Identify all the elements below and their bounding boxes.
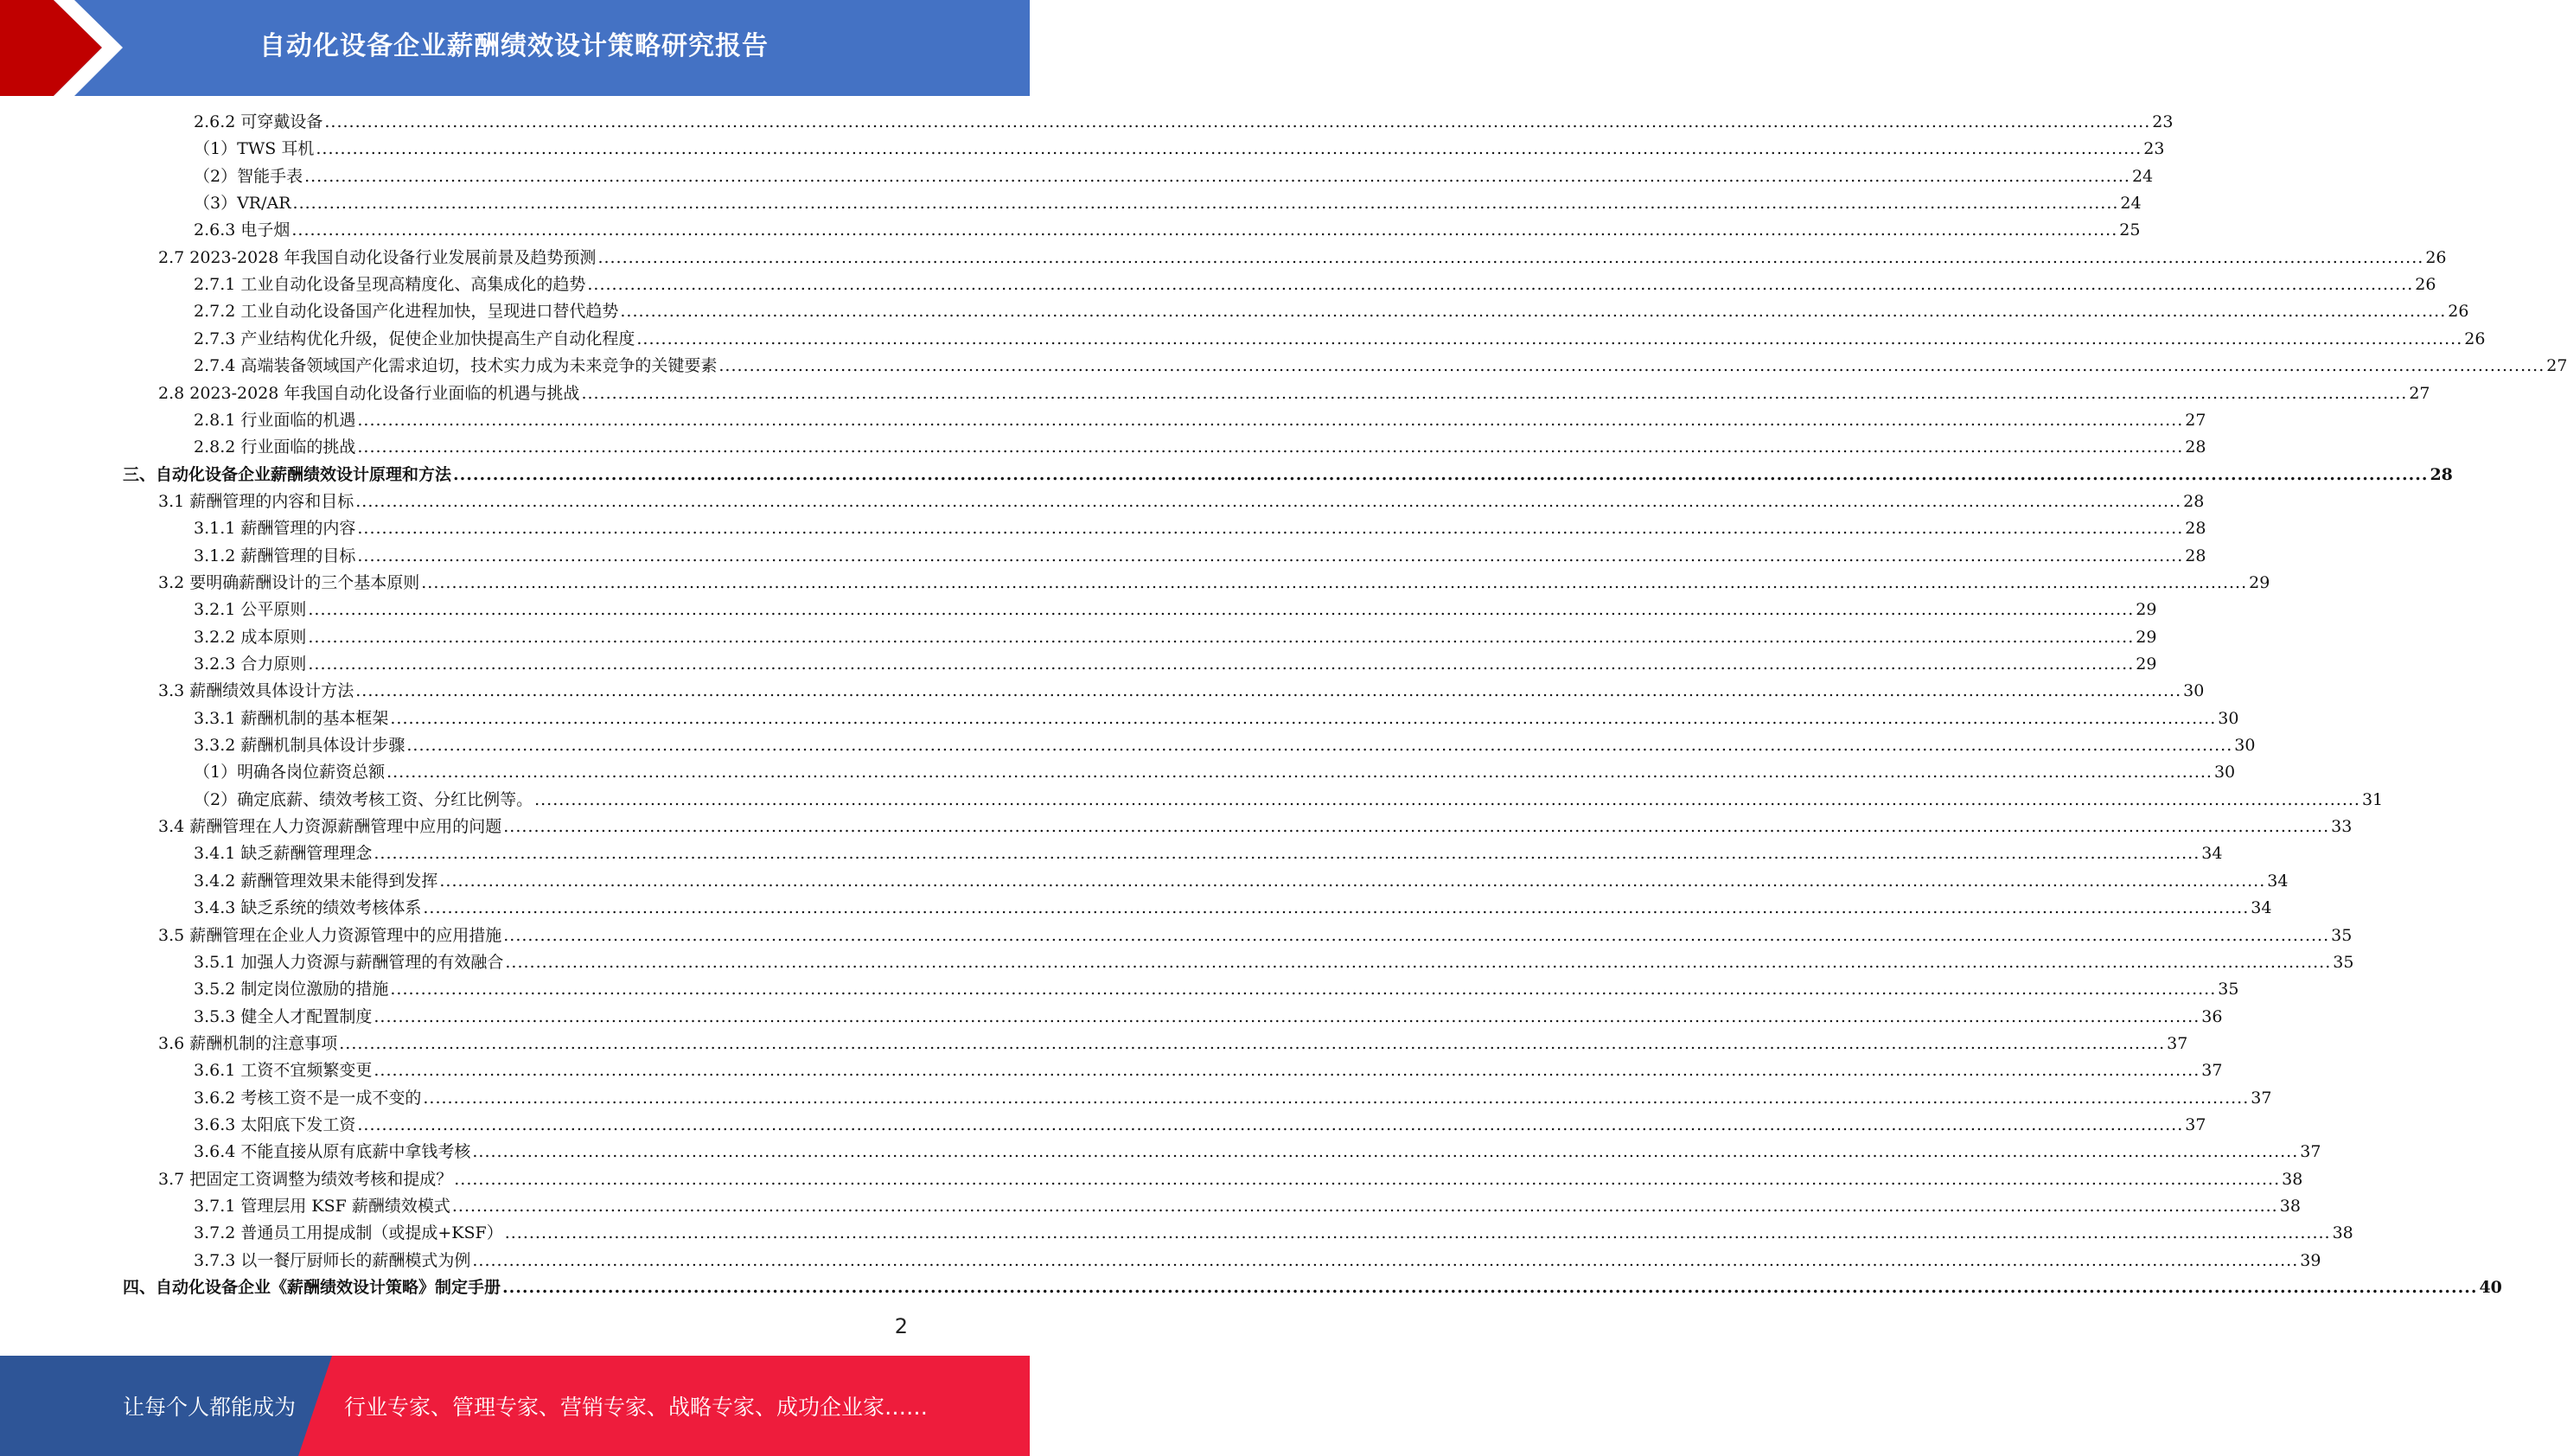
toc-entry-label: 2.7.1 工业自动化设备呈现高精度化、高集成化的趋势: [194, 275, 586, 295]
footer-slogan-right: 行业专家、管理专家、营销专家、战略专家、成功企业家……: [344, 1395, 929, 1420]
toc-entry[interactable]: [123, 1275, 2502, 1300]
toc-leader-dots: ............................................................................................................................................................................................................................................................................................................: [308, 627, 2135, 647]
toc-entry-page: 24: [2131, 166, 2154, 186]
toc-entry-label: 3.7 把固定工资调整为绩效考核和提成？: [158, 1169, 453, 1189]
toc-entry-page: 35: [2331, 925, 2353, 945]
toc-entry-page: 29: [2136, 627, 2157, 647]
toc-entry-label: 3.5 薪酬管理在企业人力资源管理中的应用措施: [158, 925, 502, 945]
toc-entry[interactable]: [194, 950, 2354, 974]
toc-entry[interactable]: [194, 191, 2142, 215]
toc-entry[interactable]: [194, 1058, 2223, 1082]
toc-entry[interactable]: [194, 299, 2469, 323]
toc-leader-dots: ............................................................................................................................................................................................................................................................................................................: [374, 1061, 2200, 1081]
toc-entry[interactable]: [194, 1140, 2321, 1164]
toc-entry[interactable]: [158, 679, 2205, 703]
toc-leader-dots: ............................................................................................................................................................................................................................................................................................................: [472, 1250, 2299, 1270]
footer-slogan-left: 让每个人都能成为: [123, 1395, 297, 1420]
toc-entry-page: 23: [2143, 139, 2165, 159]
toc-leader-dots: ............................................................................................................................................................................................................................................................................................................: [504, 1223, 2331, 1243]
toc-entry[interactable]: [194, 354, 2567, 378]
toc-entry-label: 3.5.3 健全人才配置制度: [194, 1006, 373, 1026]
toc-entry[interactable]: [194, 516, 2206, 540]
toc-entry-page: 37: [2185, 1114, 2206, 1134]
toc-entry-label: 3.5.2 制定岗位激励的措施: [194, 980, 389, 999]
toc-leader-dots: ............................................................................................................................................................................................................................................................................................................: [357, 519, 2184, 539]
toc-leader-dots: ............................................................................................................................................................................................................................................................................................................: [597, 247, 2424, 267]
toc-entry[interactable]: [194, 408, 2206, 432]
toc-entry-page: 34: [2267, 871, 2289, 891]
toc-entry-page: 38: [2332, 1223, 2353, 1243]
toc-entry-label: （1）明确各岗位薪资总额: [194, 763, 386, 782]
toc-entry-label: 3.3 薪酬绩效具体设计方法: [158, 681, 354, 701]
toc-leader-dots: ............................................................................................................................................................................................................................................................................................................: [292, 194, 2119, 214]
toc-entry[interactable]: [123, 463, 2453, 487]
toc-entry[interactable]: [194, 625, 2157, 649]
toc-entry-page: 28: [2185, 519, 2206, 539]
toc-entry-label: 3.5.1 加强人力资源与薪酬管理的有效融合: [194, 952, 504, 972]
toc-leader-dots: ............................................................................................................................................................................................................................................................................................................: [308, 655, 2135, 674]
toc-leader-dots: ............................................................................................................................................................................................................................................................................................................: [316, 139, 2142, 159]
toc-leader-dots: ............................................................................................................................................................................................................................................................................................................: [423, 898, 2250, 918]
toc-leader-dots: ............................................................................................................................................................................................................................................................................................................: [374, 844, 2200, 864]
toc-leader-dots: ............................................................................................................................................................................................................................................................................................................: [587, 275, 2414, 295]
toc-leader-dots: ............................................................................................................................................................................................................................................................................................................: [503, 925, 2330, 945]
page-footer: [0, 1356, 1030, 1456]
toc-entry-label: 2.7 2023-2028 年我国自动化设备行业发展前景及趋势预测: [158, 247, 597, 267]
toc-entry-page: 39: [2300, 1250, 2321, 1270]
toc-entry-label: 3.4 薪酬管理在人力资源薪酬管理中应用的问题: [158, 817, 502, 837]
toc-entry[interactable]: [194, 652, 2157, 676]
toc-entry-label: 2.7.2 工业自动化设备国产化进程加快，呈现进口替代趋势: [194, 302, 619, 322]
toc-entry-page: 37: [2167, 1033, 2188, 1053]
toc-entry-page: 28: [2185, 437, 2206, 457]
toc-entry-page: 34: [2251, 898, 2272, 918]
toc-entry-page: 24: [2120, 194, 2142, 214]
toc-entry-label: 3.7.1 管理层用 KSF 薪酬绩效模式: [194, 1197, 450, 1216]
toc-entry-label: 2.8 2023-2028 年我国自动化设备行业面临的机遇与挑战: [158, 383, 580, 403]
toc-entry-label: 2.8.2 行业面临的挑战: [194, 437, 356, 457]
toc-entry-label: 2.6.3 电子烟: [194, 220, 291, 240]
toc-entry-label: （2）智能手表: [194, 166, 303, 186]
toc-entry-page: 26: [2425, 247, 2447, 267]
toc-entry-label: 3.6.2 考核工资不是一成不变的: [194, 1088, 422, 1108]
toc-leader-dots: ............................................................................................................................................................................................................................................................................................................: [718, 356, 2545, 376]
toc-entry[interactable]: [194, 1086, 2272, 1110]
toc-entry-label: 3.6 薪酬机制的注意事项: [158, 1033, 338, 1053]
toc-entry-label: 2.8.1 行业面临的机遇: [194, 410, 356, 430]
toc-entry-page: 28: [2183, 491, 2205, 511]
toc-entry-label: （3）VR/AR: [194, 194, 291, 214]
toc-entry-page: 34: [2201, 844, 2223, 864]
toc-entry[interactable]: [158, 571, 2270, 595]
toc-leader-dots: ............................................................................................................................................................................................................................................................................................................: [308, 600, 2135, 620]
toc-entry-page: 31: [2361, 789, 2384, 809]
toc-entry-page: 28: [2430, 464, 2453, 484]
toc-leader-dots: ............................................................................................................................................................................................................................................................................................................: [581, 383, 2408, 403]
toc-entry-page: 38: [2282, 1169, 2303, 1189]
toc-leader-dots: ............................................................................................................................................................................................................................................................................................................: [339, 1033, 2166, 1053]
toc-entry[interactable]: [194, 788, 2384, 812]
toc-entry[interactable]: [194, 164, 2154, 188]
toc-entry-page: 29: [2136, 600, 2157, 620]
toc-leader-dots: ............................................................................................................................................................................................................................................................................................................: [304, 166, 2130, 186]
toc-entry[interactable]: [194, 137, 2165, 161]
toc-entry-label: 3.7.3 以一餐厅厨师长的薪酬模式为例: [194, 1250, 471, 1270]
toc-entry-page: 30: [2183, 681, 2205, 701]
toc-entry-label: 3.2 要明确薪酬设计的三个基本原则: [158, 572, 420, 592]
toc-entry-label: 3.2.2 成本原则: [194, 627, 307, 647]
toc-entry-page: 40: [2479, 1278, 2502, 1298]
toc-entry-page: 33: [2331, 817, 2353, 837]
toc-entry-page: 36: [2201, 1006, 2223, 1026]
toc-entry-page: 27: [2546, 356, 2567, 376]
toc-entry-label: 2.6.2 可穿戴设备: [194, 112, 323, 131]
toc-entry[interactable]: [194, 841, 2223, 865]
toc-leader-dots: ............................................................................................................................................................................................................................................................................................................: [355, 491, 2182, 511]
toc-leader-dots: ............................................................................................................................................................................................................................................................................................................: [423, 1088, 2250, 1108]
toc-entry[interactable]: [158, 381, 2430, 406]
toc-entry-page: 30: [2218, 708, 2239, 728]
toc-leader-dots: ............................................................................................................................................................................................................................................................................................................: [291, 220, 2118, 240]
toc-entry[interactable]: [194, 869, 2289, 893]
toc-entry[interactable]: [194, 435, 2206, 459]
toc-entry[interactable]: [194, 1005, 2223, 1029]
toc-leader-dots: ............................................................................................................................................................................................................................................................................................................: [454, 1169, 2281, 1189]
toc-entry[interactable]: [194, 327, 2486, 351]
toc-leader-dots: ............................................................................................................................................................................................................................................................................................................: [534, 789, 2360, 809]
toc-entry-page: 38: [2279, 1197, 2301, 1216]
toc-leader-dots: ............................................................................................................................................................................................................................................................................................................: [406, 736, 2233, 756]
toc-entry-page: 30: [2213, 763, 2236, 782]
toc-entry[interactable]: [194, 1248, 2321, 1273]
toc-entry[interactable]: [158, 814, 2353, 839]
toc-leader-dots: ............................................................................................................................................................................................................................................................................................................: [503, 817, 2330, 837]
toc-entry-page: 23: [2152, 112, 2174, 131]
toc-entry[interactable]: [194, 706, 2239, 731]
report-title: 自动化设备企业薪酬绩效设计策略研究报告: [259, 31, 769, 61]
toc-entry-label: 3.4.3 缺乏系统的绩效考核体系: [194, 898, 422, 918]
toc-entry-label: 3.3.2 薪酬机制具体设计步骤: [194, 736, 405, 756]
toc-leader-dots: ............................................................................................................................................................................................................................................................................................................: [421, 572, 2248, 592]
toc-entry-label: 3.3.1 薪酬机制的基本框架: [194, 708, 389, 728]
toc-entry-page: 29: [2136, 655, 2157, 674]
toc-entry-label: 三、自动化设备企业薪酬绩效设计原理和方法: [123, 464, 452, 484]
toc-leader-dots: ............................................................................................................................................................................................................................................................................................................: [620, 302, 2447, 322]
toc-leader-dots: ............................................................................................................................................................................................................................................................................................................: [357, 546, 2184, 565]
toc-entry-page: 35: [2218, 980, 2239, 999]
toc-entry-label: 四、自动化设备企业《薪酬绩效设计策略》制定手册: [123, 1278, 501, 1298]
toc-entry[interactable]: [158, 489, 2205, 514]
toc-entry[interactable]: [158, 246, 2447, 270]
toc-entry[interactable]: [194, 977, 2239, 1001]
toc-entry[interactable]: [158, 1031, 2188, 1056]
toc-entry[interactable]: [194, 896, 2272, 920]
header-arrow-decoration: [0, 0, 138, 96]
toc-entry-label: 3.1.1 薪酬管理的内容: [194, 519, 356, 539]
toc-entry[interactable]: [194, 544, 2206, 568]
toc-leader-dots: ............................................................................................................................................................................................................................................................................................................: [390, 708, 2217, 728]
toc-entry[interactable]: [194, 760, 2236, 784]
toc-leader-dots: ............................................................................................................................................................................................................................................................................................................: [453, 464, 2429, 484]
page-header: [0, 0, 1030, 96]
toc-entry-page: 27: [2409, 383, 2430, 403]
toc-entry-page: 29: [2249, 572, 2270, 592]
toc-entry[interactable]: [194, 1194, 2301, 1218]
toc-entry-label: 3.6.4 不能直接从原有底薪中拿钱考核: [194, 1142, 471, 1162]
toc-entry-label: （2）确定底薪、绩效考核工资、分红比例等。: [194, 789, 533, 809]
toc-entry[interactable]: [194, 110, 2174, 134]
toc-entry-page: 27: [2185, 410, 2206, 430]
toc-entry-label: 3.2.3 合力原则: [194, 655, 307, 674]
toc-entry-page: 37: [2251, 1088, 2272, 1108]
toc-entry-label: 3.1.2 薪酬管理的目标: [194, 546, 356, 565]
toc-entry-page: 26: [2464, 329, 2486, 348]
toc-leader-dots: ............................................................................................................................................................................................................................................................................................................: [439, 871, 2266, 891]
toc-entry-label: 2.7.4 高端装备领域国产化需求迫切，技术实力成为未来竞争的关键要素: [194, 356, 718, 376]
toc-entry-page: 37: [2300, 1142, 2321, 1162]
toc-entry-page: 28: [2185, 546, 2206, 565]
toc-leader-dots: ............................................................................................................................................................................................................................................................................................................: [390, 980, 2217, 999]
toc-entry-label: 2.7.3 产业结构优化升级，促使企业加快提高生产自动化程度: [194, 329, 635, 348]
toc-entry[interactable]: [158, 1167, 2303, 1191]
toc-entry-page: 26: [2415, 275, 2436, 295]
toc-entry[interactable]: [194, 218, 2141, 242]
toc-entry-page: 35: [2333, 952, 2354, 972]
toc-entry[interactable]: [194, 1113, 2206, 1137]
toc-leader-dots: ............................................................................................................................................................................................................................................................................................................: [386, 763, 2213, 782]
page-number: 2: [894, 1314, 908, 1338]
toc-entry-label: 3.6.3 太阳底下发工资: [194, 1114, 356, 1134]
toc-entry-label: 3.6.1 工资不宜频繁变更: [194, 1061, 373, 1081]
toc-leader-dots: ............................................................................................................................................................................................................................................................................................................: [636, 329, 2463, 348]
toc-entry-label: （1）TWS 耳机: [194, 139, 315, 159]
toc-entry-label: 3.7.2 普通员工用提成制（或提成+KSF）: [194, 1223, 503, 1243]
toc-entry-page: 30: [2234, 736, 2256, 756]
toc-leader-dots: ............................................................................................................................................................................................................................................................................................................: [324, 112, 2151, 131]
toc-leader-dots: ............................................................................................................................................................................................................................................................................................................: [451, 1197, 2278, 1216]
toc-entry[interactable]: [194, 1221, 2353, 1245]
toc-leader-dots: ............................................................................................................................................................................................................................................................................................................: [355, 681, 2182, 701]
toc-entry-page: 25: [2119, 220, 2141, 240]
toc-leader-dots: ............................................................................................................................................................................................................................................................................................................: [505, 952, 2332, 972]
toc-leader-dots: ............................................................................................................................................................................................................................................................................................................: [357, 437, 2184, 457]
toc-entry-label: 3.4.2 薪酬管理效果未能得到发挥: [194, 871, 438, 891]
toc-entry[interactable]: [194, 272, 2436, 297]
toc-entry[interactable]: [194, 597, 2157, 622]
toc-entry-label: 3.1 薪酬管理的内容和目标: [158, 491, 354, 511]
toc-entry-label: 3.4.1 缺乏薪酬管理理念: [194, 844, 373, 864]
toc-leader-dots: ............................................................................................................................................................................................................................................................................................................: [502, 1278, 2478, 1298]
toc-entry-page: 37: [2201, 1061, 2223, 1081]
toc-entry[interactable]: [194, 733, 2256, 757]
toc-leader-dots: ............................................................................................................................................................................................................................................................................................................: [374, 1006, 2200, 1026]
toc-leader-dots: ............................................................................................................................................................................................................................................................................................................: [357, 1114, 2184, 1134]
toc-leader-dots: ............................................................................................................................................................................................................................................................................................................: [472, 1142, 2299, 1162]
toc-entry-page: 26: [2448, 302, 2469, 322]
toc-leader-dots: ............................................................................................................................................................................................................................................................................................................: [357, 410, 2184, 430]
toc-entry-label: 3.2.1 公平原则: [194, 600, 307, 620]
toc-entry[interactable]: [158, 923, 2353, 948]
